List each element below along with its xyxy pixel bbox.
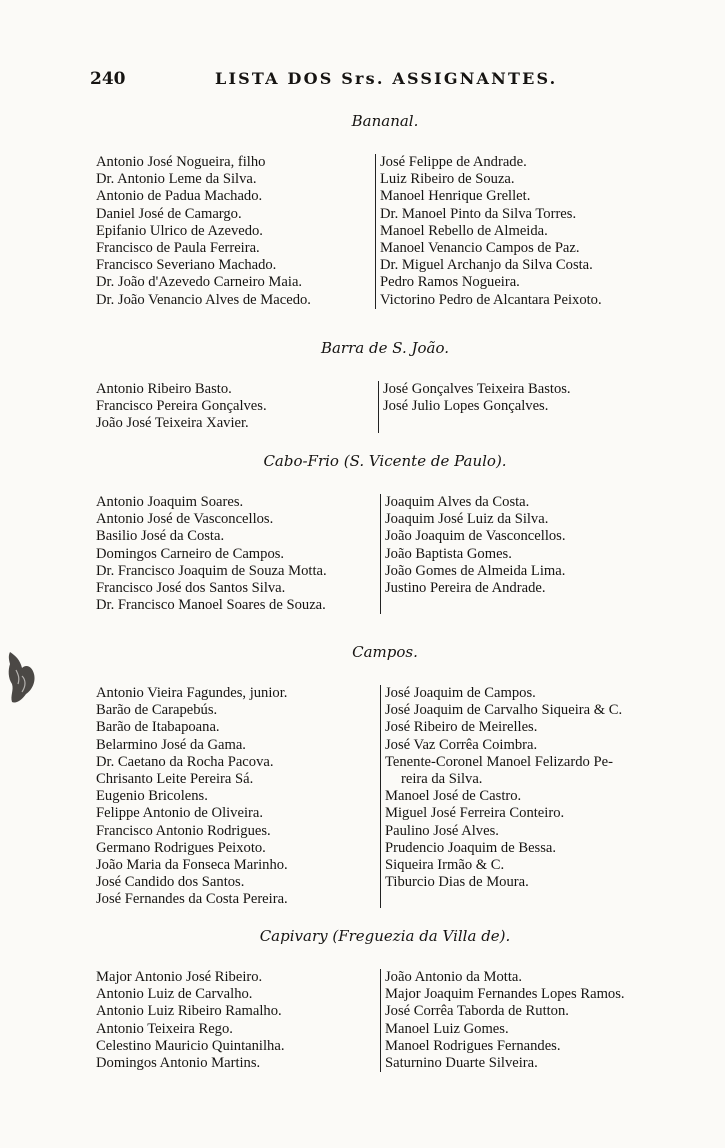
page-header: [90, 69, 665, 93]
subscriber-name: Francisco de Paula Ferreira.: [96, 239, 260, 256]
subscriber-name-blank: [385, 891, 680, 908]
section-title: Cabo-Frio (S. Vicente de Paulo).: [263, 452, 507, 470]
page-number: 240: [90, 69, 126, 89]
subscriber-name: Pedro Ramos Nogueira.: [380, 274, 520, 291]
subscriber-name: Dr. Miguel Archanjo da Silva Costa.: [380, 257, 593, 274]
section-campos: [90, 643, 680, 908]
subscriber-name: João José Teixeira Xavier.: [96, 415, 249, 432]
subscriber-name: Tenente-Coronel Manoel Felizardo Pe-: [385, 753, 613, 770]
subscriber-name: Epifanio Ulrico de Azevedo.: [96, 222, 263, 239]
subscriber-name: Domingos Antonio Martins.: [96, 1054, 261, 1071]
subscriber-name: José Candido dos Santos.: [96, 874, 245, 891]
subscriber-name: João Joaquim de Vasconcellos.: [385, 528, 566, 545]
subscriber-name: Dr. João d'Azevedo Carneiro Maia.: [96, 274, 303, 291]
subscriber-name: Prudencio Joaquim de Bessa.: [385, 839, 557, 856]
right-column: [380, 685, 680, 908]
subscriber-name: Francisco Antonio Rodrigues.: [96, 822, 271, 839]
subscriber-name: Antonio de Padua Machado.: [96, 188, 263, 205]
subscriber-name: Barão de Itabapoana.: [96, 719, 220, 736]
subscriber-name: Francisco José dos Santos Silva.: [96, 579, 286, 596]
subscriber-name: Miguel José Ferreira Conteiro.: [385, 805, 565, 822]
subscriber-columns: [90, 969, 680, 1072]
subscriber-name: Paulino José Alves.: [385, 822, 499, 839]
subscriber-name: Manoel José de Castro.: [385, 788, 522, 805]
subscriber-name: Francisco Pereira Gonçalves.: [96, 398, 267, 415]
left-column: [90, 381, 378, 433]
subscriber-name: Manoel Rodrigues Fernandes.: [385, 1037, 561, 1054]
subscriber-name: Dr. Francisco Manoel Soares de Souza.: [96, 597, 326, 614]
section-title: Capivary (Freguezia da Villa de).: [259, 927, 511, 945]
subscriber-name: Antonio Vieira Fagundes, junior.: [96, 685, 288, 701]
subscriber-name: Barão de Carapebús.: [96, 702, 218, 719]
subscriber-name: José Julio Lopes Gonçalves.: [383, 398, 549, 415]
section-cabo-frio: [90, 452, 680, 614]
subscriber-name: Belarmino José da Gama.: [96, 736, 246, 753]
subscriber-name: Saturnino Duarte Silveira.: [385, 1054, 538, 1071]
subscriber-name: Chrisanto Leite Pereira Sá.: [96, 770, 254, 787]
ink-blot-icon: [6, 650, 38, 706]
right-column: [378, 381, 678, 433]
subscriber-name: João Baptista Gomes.: [385, 545, 512, 562]
subscriber-name: João Antonio da Motta.: [385, 969, 523, 985]
subscriber-name-continuation: reira da Silva.: [401, 770, 483, 787]
subscriber-name: José Gonçalves Teixeira Bastos.: [383, 381, 571, 397]
subscriber-name: Manoel Henrique Grellet.: [380, 188, 531, 205]
subscriber-name: Major Antonio José Ribeiro.: [96, 969, 263, 985]
subscriber-name: Manoel Venancio Campos de Paz.: [380, 239, 580, 256]
subscriber-columns: [90, 381, 680, 433]
subscriber-name: José Corrêa Taborda de Rutton.: [385, 1003, 569, 1020]
subscriber-name: Luiz Ribeiro de Souza.: [380, 171, 515, 188]
subscriber-name: Felippe Antonio de Oliveira.: [96, 805, 263, 822]
subscriber-name: João Gomes de Almeida Lima.: [385, 562, 566, 579]
subscriber-name: Antonio José Nogueira, filho: [96, 154, 266, 170]
subscriber-name: Manoel Rebello de Almeida.: [380, 222, 548, 239]
subscriber-name: Antonio Ribeiro Basto.: [96, 381, 232, 397]
subscriber-columns: [90, 154, 680, 309]
subscriber-name: Antonio José de Vasconcellos.: [96, 511, 274, 528]
subscriber-name: Major Joaquim Fernandes Lopes Ramos.: [385, 986, 625, 1003]
subscriber-name: Dr. Antonio Leme da Silva.: [96, 171, 257, 188]
subscriber-name: Dr. Caetano da Rocha Pacova.: [96, 753, 274, 770]
subscriber-name: Antonio Luiz de Carvalho.: [96, 986, 253, 1003]
left-column: [90, 685, 380, 908]
subscriber-name: Antonio Luiz Ribeiro Ramalho.: [96, 1003, 282, 1020]
subscriber-name: Joaquim Alves da Costa.: [385, 494, 530, 510]
subscriber-name: Tiburcio Dias de Moura.: [385, 874, 529, 891]
subscriber-name: José Fernandes da Costa Pereira.: [96, 891, 288, 908]
running-head: LISTA DOS Srs. ASSIGNANTES.: [215, 69, 558, 88]
subscriber-name: Antonio Joaquim Soares.: [96, 494, 244, 510]
subscriber-name: José Felippe de Andrade.: [380, 154, 527, 170]
subscriber-name: Dr. Francisco Joaquim de Souza Motta.: [96, 562, 327, 579]
subscriber-name: Eugenio Bricolens.: [96, 788, 208, 805]
subscriber-name: Germano Rodrigues Peixoto.: [96, 839, 266, 856]
subscriber-name: José Vaz Corrêa Coimbra.: [385, 736, 538, 753]
subscriber-name: Celestino Mauricio Quintanilha.: [96, 1037, 285, 1054]
subscriber-name: Justino Pereira de Andrade.: [385, 579, 546, 596]
section-barra-de-s-joao: [90, 339, 680, 433]
section-bananal: [90, 112, 680, 309]
section-title: Campos.: [352, 643, 418, 661]
subscriber-name: Domingos Carneiro de Campos.: [96, 545, 285, 562]
subscriber-name: Antonio Teixeira Rego.: [96, 1020, 233, 1037]
subscriber-columns: [90, 685, 680, 908]
section-title: Barra de S. João.: [320, 339, 450, 357]
subscriber-name: Siqueira Irmão & C.: [385, 856, 505, 873]
section-capivary: [90, 927, 680, 1072]
subscriber-name: Manoel Luiz Gomes.: [385, 1020, 509, 1037]
subscriber-name: Francisco Severiano Machado.: [96, 257, 277, 274]
right-column: [380, 969, 680, 1072]
subscriber-name: João Maria da Fonseca Marinho.: [96, 856, 288, 873]
subscriber-name: Daniel José de Camargo.: [96, 205, 242, 222]
right-column: [375, 154, 675, 309]
left-column: [90, 154, 375, 309]
subscriber-name: José Joaquim de Carvalho Siqueira & C.: [385, 702, 623, 719]
subscriber-name-blank: [383, 415, 678, 432]
subscriber-name: Joaquim José Luiz da Silva.: [385, 511, 549, 528]
left-column: [90, 494, 380, 614]
subscriber-name: Victorino Pedro de Alcantara Peixoto.: [380, 291, 602, 308]
subscriber-name: José Joaquim de Campos.: [385, 685, 536, 701]
section-title: Bananal.: [351, 112, 419, 130]
subscriber-name: José Ribeiro de Meirelles.: [385, 719, 538, 736]
subscriber-name: Dr. Manoel Pinto da Silva Torres.: [380, 205, 577, 222]
right-column: [380, 494, 675, 614]
subscriber-columns: [90, 494, 680, 614]
left-column: [90, 969, 380, 1072]
subscriber-name: Basilio José da Costa.: [96, 528, 225, 545]
subscriber-name-blank: [385, 597, 675, 614]
subscriber-name: Dr. João Venancio Alves de Macedo.: [96, 291, 311, 308]
